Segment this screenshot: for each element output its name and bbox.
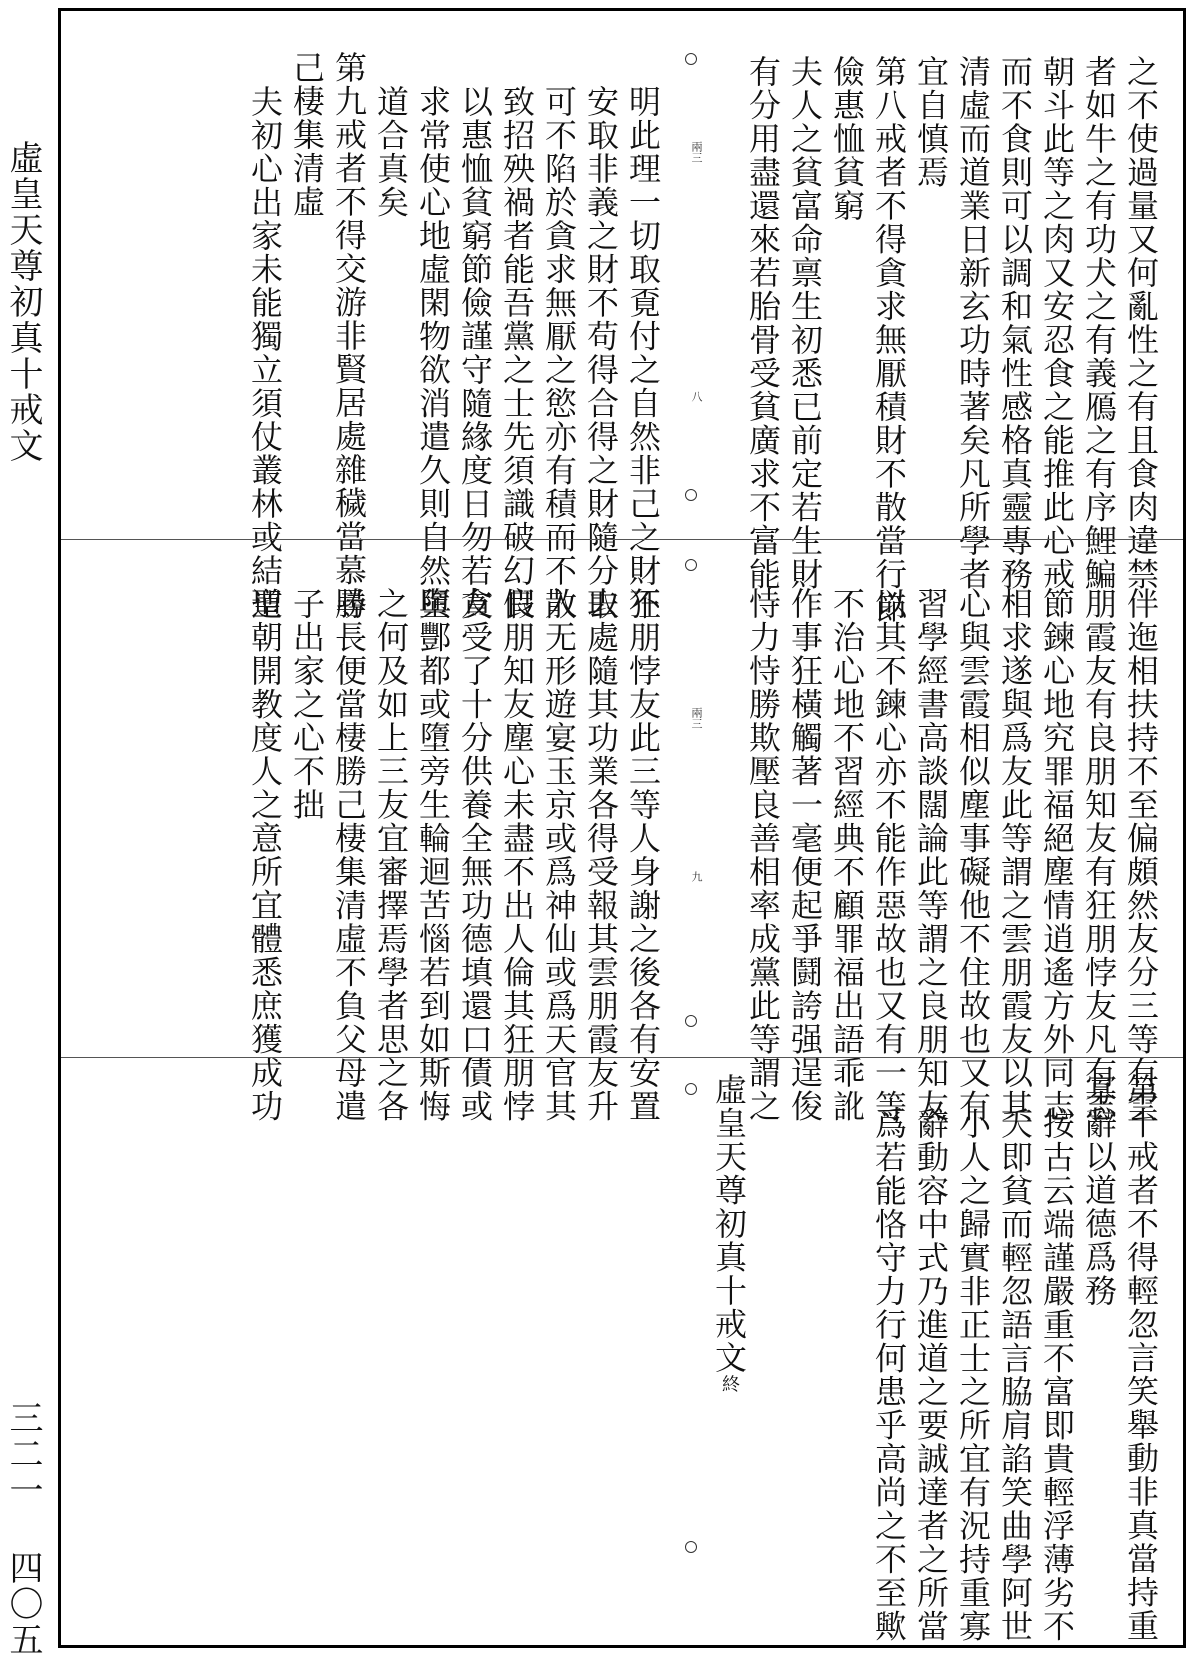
text-column: 作事狂橫觸著一毫便起爭鬪誇强逞俊 [786,587,824,1123]
text-column: 第九戒者不得交游非賢居處雜穢當慕勝 [330,51,368,621]
binding-mark [685,1541,697,1553]
folio-mark: 兩三 [690,141,703,163]
text-column: 者如牛之有功犬之有義鴈之有序鯉鯿 [1080,55,1118,591]
text-column: 以其不鍊心亦不能作惡故也又有一等 [870,587,908,1123]
binding-mark [685,1015,697,1027]
panel-divider [61,539,1183,540]
text-column: 致招殃禍者能吾黨之士先須識破幻假 [498,85,536,621]
folio-mark: 九 [690,871,703,882]
text-column: 而不食則可以調和氣性感格真靈專務 [996,55,1034,591]
panel-divider [61,1057,1183,1058]
text-column: 第八戒者不得貪求無厭積財不散當行節 [870,55,908,625]
text-column: 去處隨其功業各得受報其雲朋霞友升 [582,587,620,1123]
text-column: 以惠恤貧窮節儉謹守隨緣度日勿若貪 [456,85,494,621]
text-column: 朝斗此等之肉又安忍食之能推此心戒 [1038,55,1076,591]
text-column: 良朋知友塵心未盡不出人倫其狂朋悖 [498,587,536,1123]
binding-mark [685,1083,697,1095]
text-column: 恃力恃勝欺壓良善相率成黨此等謂之 [744,587,782,1123]
text-column: 伴迤相扶持不至偏頗然友分三等有雲 [1122,587,1160,1123]
end-mark: 終 [719,1374,740,1394]
sidebar-book-title: 虛皇天尊初真十戒文 [3,140,43,464]
text-column: 節鍊心地究罪福絕塵情逍遙方外同志 [1038,587,1076,1123]
text-column: 狂朋悖友此三等人身謝之後各有安置 [624,587,662,1123]
text-column: 己棲集清虛 [288,51,326,219]
end-title-text: 虛皇天尊初真十戒文 [710,1073,748,1375]
text-column: 夫初心出家未能獨立須仗叢林或結道 [246,85,284,621]
text-column: 求常使心地虛閑物欲消遣久則自然與 [414,85,452,621]
end-title [710,1073,748,1394]
text-column: 有分用盡還來若胎骨受貧廣求不富能 [744,55,782,591]
text-column: 安取非義之財不苟得合得之財隨分取 [582,85,620,621]
text-column: 之何及如上三友宜審擇焉學者思之各 [372,587,410,1123]
text-column: 可不陷於貪求無厭之慾亦有積而不散 [540,85,578,621]
text-column: 清虛而道業日新玄功時著矣凡所學者 [954,55,992,591]
text-column: 子出家之心不拙 [288,587,326,822]
text-column: 辭動容中式乃進道之要誠達者之所當 [912,1107,950,1643]
page-frame [58,8,1186,1648]
text-column: 入无形遊宴玉京或爲神仙或爲天官其 [540,587,578,1123]
folio-mark: 八 [690,391,703,402]
binding-mark [685,53,697,65]
text-column: 習學經書高談闊論此等謂之良朋知友 [912,587,950,1123]
text-column: 爲若能恪守力行何患乎高尚之不至歟 [870,1107,908,1643]
text-column: 宜自慎焉 [912,55,950,189]
text-column: 友受了十分供養全無功德填還口債或 [456,587,494,1123]
text-column: 夫人之貧富命禀生初悉已前定若生財 [786,55,824,591]
text-column: 第十戒者不得輕忽言笑舉動非真當持重 [1122,1073,1160,1643]
text-column: 墮酆都或墮旁生輪迴苦惱若到如斯悔 [414,587,452,1123]
text-column: 小人之歸實非正士之所宜有況持重寡 [954,1107,992,1643]
text-column: 明此理一切取覔付之自然非己之財不 [624,85,662,621]
text-column: 夭即貧而輕忽語言脇肩諂笑曲學阿世 [996,1107,1034,1643]
text-column: 心與雲霞相似塵事礙他不住故也又有 [954,587,992,1123]
text-column: 相求遂與爲友此等謂之雲朋霞友以其 [996,587,1034,1123]
text-column: 朋霞友有良朋知友有狂朋悖友凡有志 [1080,587,1118,1123]
sidebar-page-number: 三二一 四〇五 [3,1400,43,1658]
text-column: 不治心地不習經典不顧罪福出語乖訛 [828,587,866,1123]
text-column: 道合真矣 [372,85,410,219]
text-column: 寡辭以道德爲務 [1080,1073,1118,1308]
folio-mark: 兩三 [690,707,703,729]
text-column: 之不使過量又何亂性之有且食肉違禁 [1122,55,1160,591]
text-column: 聖朝開教度人之意所宜體悉庶獲成功 [246,587,284,1123]
binding-mark [685,559,697,571]
text-column: 按古云端謹嚴重不富即貴輕浮薄劣不 [1038,1107,1076,1643]
text-column: 尋長便當棲勝己棲集清虛不負父母遣 [330,587,368,1123]
text-column: 儉惠恤貧窮 [828,55,866,223]
binding-mark [685,489,697,501]
